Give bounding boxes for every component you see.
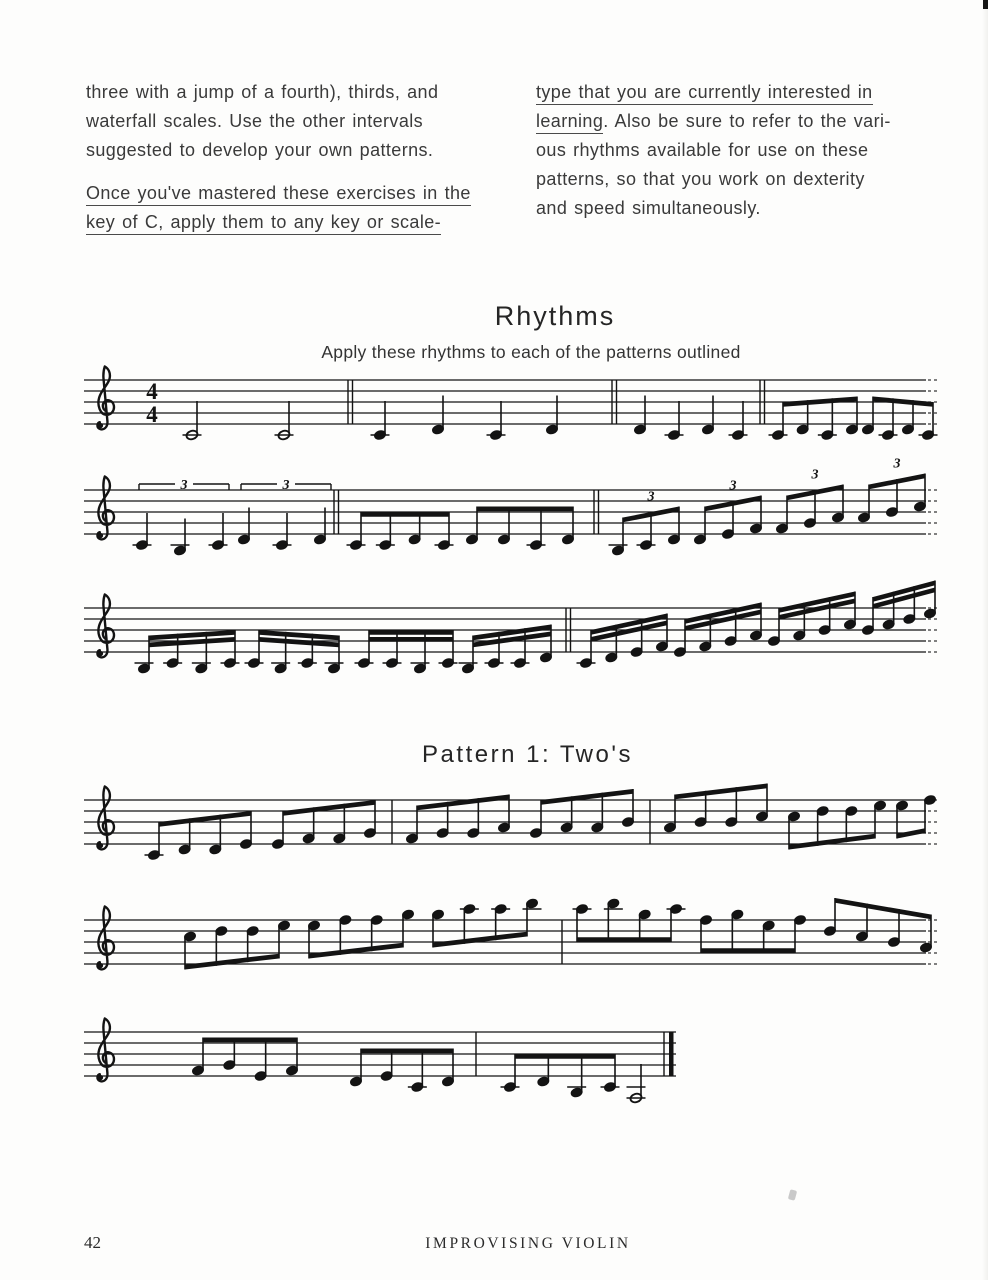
svg-text:3: 3 bbox=[647, 489, 655, 505]
scan-artifact-corner bbox=[983, 0, 988, 9]
text-line: learning. Also be sure to refer to the vari- bbox=[536, 107, 988, 136]
svg-text:3: 3 bbox=[282, 478, 290, 493]
rhythms-section-subtitle: Apply these rhythms to each of the patterns outlined bbox=[321, 342, 741, 362]
treble-clef-icon bbox=[97, 477, 114, 540]
text-line: patterns, so that you work on dexterity bbox=[536, 169, 865, 189]
pattern-staff-3 bbox=[80, 977, 684, 1117]
scan-artifact-speck bbox=[788, 1189, 797, 1200]
text-line: ous rhythms available for use on these bbox=[536, 140, 869, 160]
intro-right-column bbox=[536, 78, 988, 223]
treble-clef-icon bbox=[97, 367, 114, 430]
text-line-underlined: type that you are currently interested in bbox=[536, 78, 988, 107]
rhythms-section-title: Rhythms bbox=[494, 301, 616, 331]
rhythms-staff-3 bbox=[80, 553, 942, 693]
svg-text:3: 3 bbox=[729, 478, 737, 494]
svg-text:3: 3 bbox=[180, 478, 188, 493]
pattern-section-title: Pattern 1: Two's bbox=[422, 741, 633, 768]
text-line: waterfall scales. Use the other intervals bbox=[86, 111, 424, 131]
treble-clef-icon bbox=[97, 907, 114, 970]
svg-text:4: 4 bbox=[146, 402, 158, 427]
svg-text:4: 4 bbox=[146, 379, 158, 404]
treble-clef-icon bbox=[97, 595, 114, 658]
book-title: IMPROVISING VIOLIN bbox=[425, 1235, 631, 1252]
text-line: three with a jump of a fourth), thirds, and bbox=[86, 82, 439, 102]
intro-left-column bbox=[86, 78, 506, 237]
text-line-underlined: key of C, apply them to any key or scale- bbox=[86, 208, 506, 237]
treble-clef-icon bbox=[97, 1019, 114, 1082]
svg-text:3: 3 bbox=[811, 467, 819, 483]
page-number: 42 bbox=[84, 1233, 101, 1252]
text-line-underlined: Once you've mastered these exercises in the bbox=[86, 179, 506, 208]
text-line: suggested to develop your own patterns. bbox=[86, 140, 434, 160]
text-line: and speed simultaneously. bbox=[536, 198, 761, 218]
svg-text:3: 3 bbox=[893, 456, 901, 472]
treble-clef-icon bbox=[97, 787, 114, 850]
